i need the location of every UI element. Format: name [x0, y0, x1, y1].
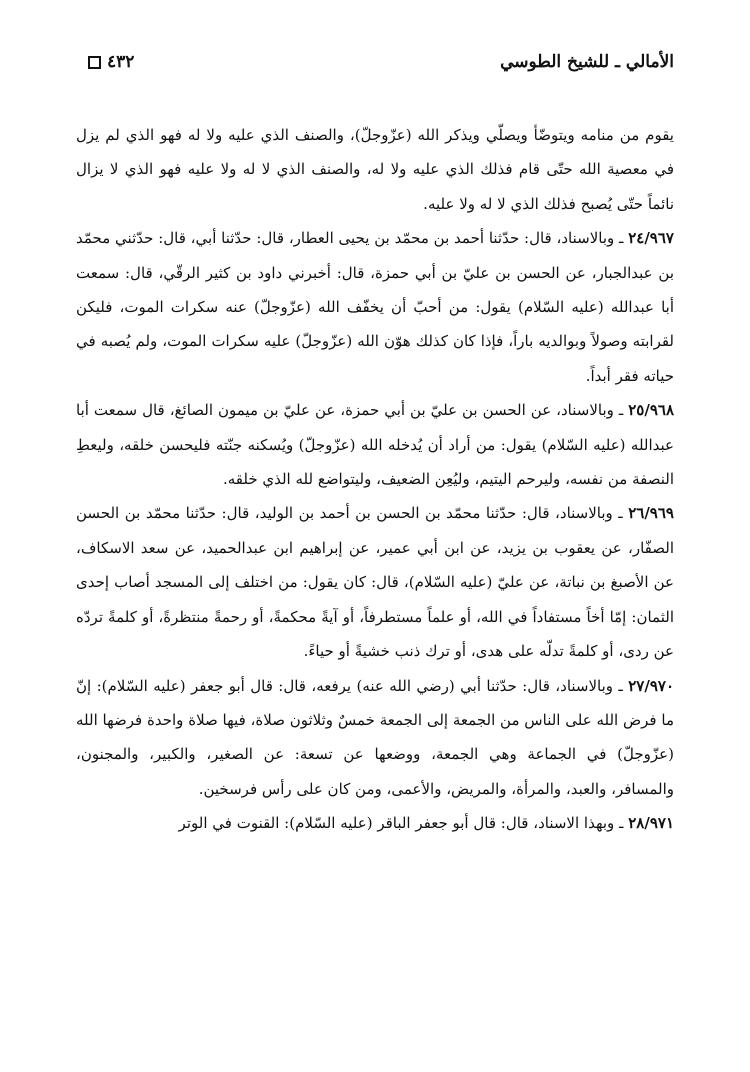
hadith-text: ـ وبالاسناد، قال: حدّثنا محمّد بن الحسن بن أحمد بن الوليد، قال: حدّثنا محمّد بن الحسن الصفّار، عن يعقوب بن يزيد، عن ابن أبي عمير، عن إبراهيم ابن عبدالحميد، عن سعد الاسكاف، عن الأصبغ بن نباتة، عن عليّ (عليه السّلام)، قال: كان يقول: من اختلف إلى المسجد أصاب إحدى الثمان: إمّا أخاً مستفاداً في الله، أو علماً مستطرفاً، أو آيةً محكمةً، أو رحمةً منتظرةً، أو كلمةً تردّه عن ردى، أو كلمةً تدلّه على هدى، أو ترك ذنب خشيةً أو حياءً.: [76, 504, 674, 661]
hadith-number: ٢٦/٩٦٩: [628, 504, 674, 523]
hadith-967: [76, 221, 674, 393]
hadith-number: ٢٤/٩٦٧: [628, 229, 674, 248]
paragraph-text: يقوم من منامه ويتوضّأ ويصلّي ويذكر الله (عزّوجلّ)، والصنف الذي عليه ولا له فهو الذي لم يزل في معصية الله حتّى قام فذلك الذي عليه ولا له، والصنف الذي لا له ولا عليه فهو الذي لا يزال نائماً حتّى يُصبح فذلك الذي لا له ولا عليه.: [76, 126, 674, 213]
page-number-block: [88, 52, 134, 72]
page-body: [76, 118, 674, 841]
hadith-970: [76, 669, 674, 807]
running-title: الأمالي ـ للشيخ الطوسي: [500, 52, 674, 72]
page-number: ٤٣٢: [107, 52, 135, 72]
page-header: [88, 52, 674, 86]
hadith-968: [76, 393, 674, 496]
hadith-text: ـ وبالاسناد، قال: حدّثنا أبي (رضي الله عنه) يرفعه، قال: قال أبو جعفر (عليه السّلام): إنّ ما فرض الله على الناس من الجمعة إلى الجمعة خمسٌ وثلاثون صلاة، فيها صلاة واحدة فرضها الله (عزّوجلّ) في الجماعة وهي الجمعة، ووضعها عن تسعة: عن الصغير، والكبير، والمجنون، والمسافر، والعبد، والمرأة، والمريض، والأعمى، ومن كان على رأس فرسخين.: [76, 676, 674, 798]
square-ornament-icon: [88, 56, 101, 69]
hadith-969: [76, 496, 674, 668]
hadith-number: ٢٥/٩٦٨: [628, 401, 674, 420]
hadith-971: [76, 806, 674, 840]
hadith-number: ٢٧/٩٧٠: [628, 676, 674, 695]
paragraph-1: [76, 118, 674, 221]
hadith-text: ـ وبهذا الاسناد، قال: قال أبو جعفر الباقر (عليه السّلام): القنوت في الوتر: [178, 814, 624, 833]
hadith-text: ـ وبالاسناد، عن الحسن بن عليّ بن أبي حمزة، عن عليّ بن ميمون الصائغ، قال سمعت أبا عبدالله (عليه السّلام) يقول: من أراد أن يُدخله الله (عزّوجلّ) ويُسكنه جنّته فليحسن خلقه، وليعطِ النصفة من نفسه، وليرحم اليتيم، وليُعِن الضعيف، وليتواضع لله الذي خلقه.: [76, 401, 674, 489]
hadith-number: ٢٨/٩٧١: [628, 814, 674, 833]
hadith-text: ـ وبالاسناد، قال: حدّثنا أحمد بن محمّد بن يحيى العطار، قال: حدّثنا أبي، قال: حدّثني محمّد بن عبدالجبار، عن الحسن بن عليّ بن أبي حمزة، قال: أخبرني داود بن كثير الرقّي، قال: سمعت أبا عبدالله (عليه السّلام) يقول: من أحبّ أن يخفّف الله (عزّوجلّ) عنه سكرات الموت، فليكن لقرابته وصولاً وبوالديه باراً، فإذا كان كذلك هوّن الله (عزّوجلّ) عليه سكرات الموت، ولم يُصبه في حياته فقر أبداً.: [76, 229, 674, 385]
